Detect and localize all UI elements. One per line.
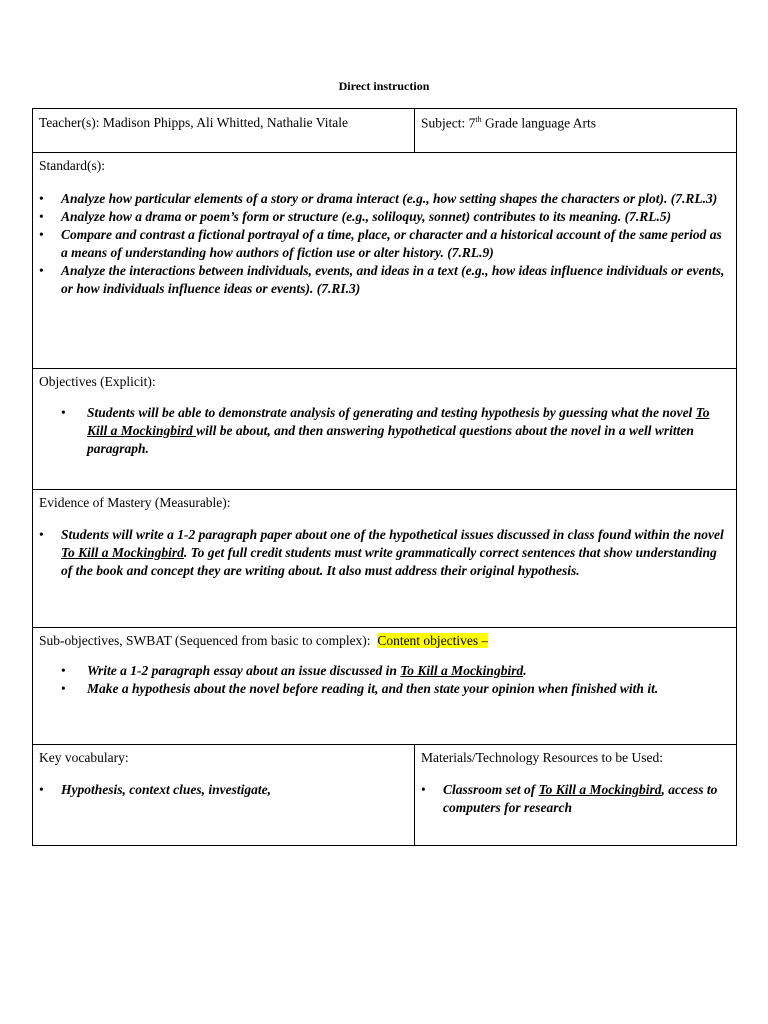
materials-cell (415, 745, 737, 846)
lesson-plan-table (32, 108, 737, 846)
subject-sup: th (475, 115, 482, 124)
document-title: Direct instruction (338, 79, 430, 93)
standards-list (39, 190, 730, 298)
vocabulary-list (39, 781, 408, 799)
subobjective-text-after: . (523, 663, 527, 678)
objective-text-after: will be about, and then answering hypothetical questions about the novel in a well written paragraph. (87, 423, 694, 456)
bottom-row (33, 745, 737, 846)
materials-text-after: , access to computers for research (443, 782, 718, 815)
standard-item: • Analyze the interactions between individuals, events, and ideas in a text (e.g., how ideas influence individuals or events, or how individuals influence ideas or events). (7.RI.3) (39, 262, 730, 298)
materials-text-before: Classroom set of (443, 782, 539, 797)
vocabulary-label: Key vocabulary: (39, 750, 129, 765)
book-title: To Kill a Mockingbird (87, 405, 710, 438)
subobjectives-row (33, 628, 737, 745)
subject-suffix: Grade language Arts (481, 115, 596, 131)
materials-item (421, 781, 730, 817)
objectives-cell (33, 369, 737, 490)
objective-text-before: Students will be able to demonstrate analysis of generating and testing hypothesis by guessing what the novel (87, 405, 696, 420)
subobjective-text-before: Write a 1-2 paragraph essay about an issue discussed in (87, 663, 401, 678)
standard-item: • Analyze how particular elements of a story or drama interact (e.g., how setting shapes the characters or plot). (7.RL.3) (39, 190, 730, 208)
materials-label: Materials/Technology Resources to be Used: (421, 750, 663, 765)
objectives-list (39, 404, 730, 458)
materials-list (421, 781, 730, 817)
evidence-text-before: Students will write a 1-2 paragraph paper about one of the hypothetical issues discussed in class found within the novel (61, 527, 724, 542)
standards-label: Standard(s): (39, 158, 105, 173)
standards-cell (33, 153, 737, 369)
book-title: To Kill a Mockingbird (400, 663, 524, 678)
standard-item: • Compare and contrast a fictional portrayal of a time, place, or character and a historical account of the same period as a means of understanding how authors of fiction use or alter history. (7.RL.9) (39, 226, 730, 262)
evidence-row (33, 490, 737, 628)
teachers-cell (33, 109, 415, 153)
header-row (33, 109, 737, 153)
subobjective-item: • Make a hypothesis about the novel before reading it, and then state your opinion when finished with it. (39, 680, 730, 698)
standards-row (33, 153, 737, 369)
evidence-item (39, 526, 730, 580)
objectives-label: Objectives (Explicit): (39, 374, 156, 389)
subobjectives-cell (33, 628, 737, 745)
evidence-label: Evidence of Mastery (Measurable): (39, 495, 231, 510)
book-title: To Kill a Mockingbird (61, 545, 184, 560)
subobjectives-label: Sub-objectives, SWBAT (Sequenced from basic to complex): (39, 633, 378, 648)
subject-prefix: Subject: 7 (421, 115, 476, 131)
vocabulary-cell (33, 745, 415, 846)
objectives-row (33, 369, 737, 490)
objective-item (39, 404, 730, 458)
teachers-text: Teacher(s): Madison Phipps, Ali Whitted, Nathalie Vitale (39, 115, 348, 130)
evidence-cell (33, 490, 737, 628)
evidence-text-after: . To get full credit students must write grammatically correct sentences that show understanding of the book and concept they are writing about. It also must address their original hypothesis. (61, 545, 717, 578)
subobjectives-list (39, 662, 730, 698)
vocabulary-item: • Hypothesis, context clues, investigate, (39, 781, 408, 799)
subject-cell (415, 109, 737, 153)
standard-item: • Analyze how a drama or poem’s form or structure (e.g., soliloquy, sonnet) contributes to its meaning. (7.RL.5) (39, 208, 730, 226)
book-title: To Kill a Mockingbird (538, 782, 662, 797)
content-objectives-highlight: Content objectives – (377, 633, 489, 648)
subobjectives-header (39, 633, 730, 649)
subobjective-item (39, 662, 730, 680)
evidence-list (39, 526, 730, 580)
